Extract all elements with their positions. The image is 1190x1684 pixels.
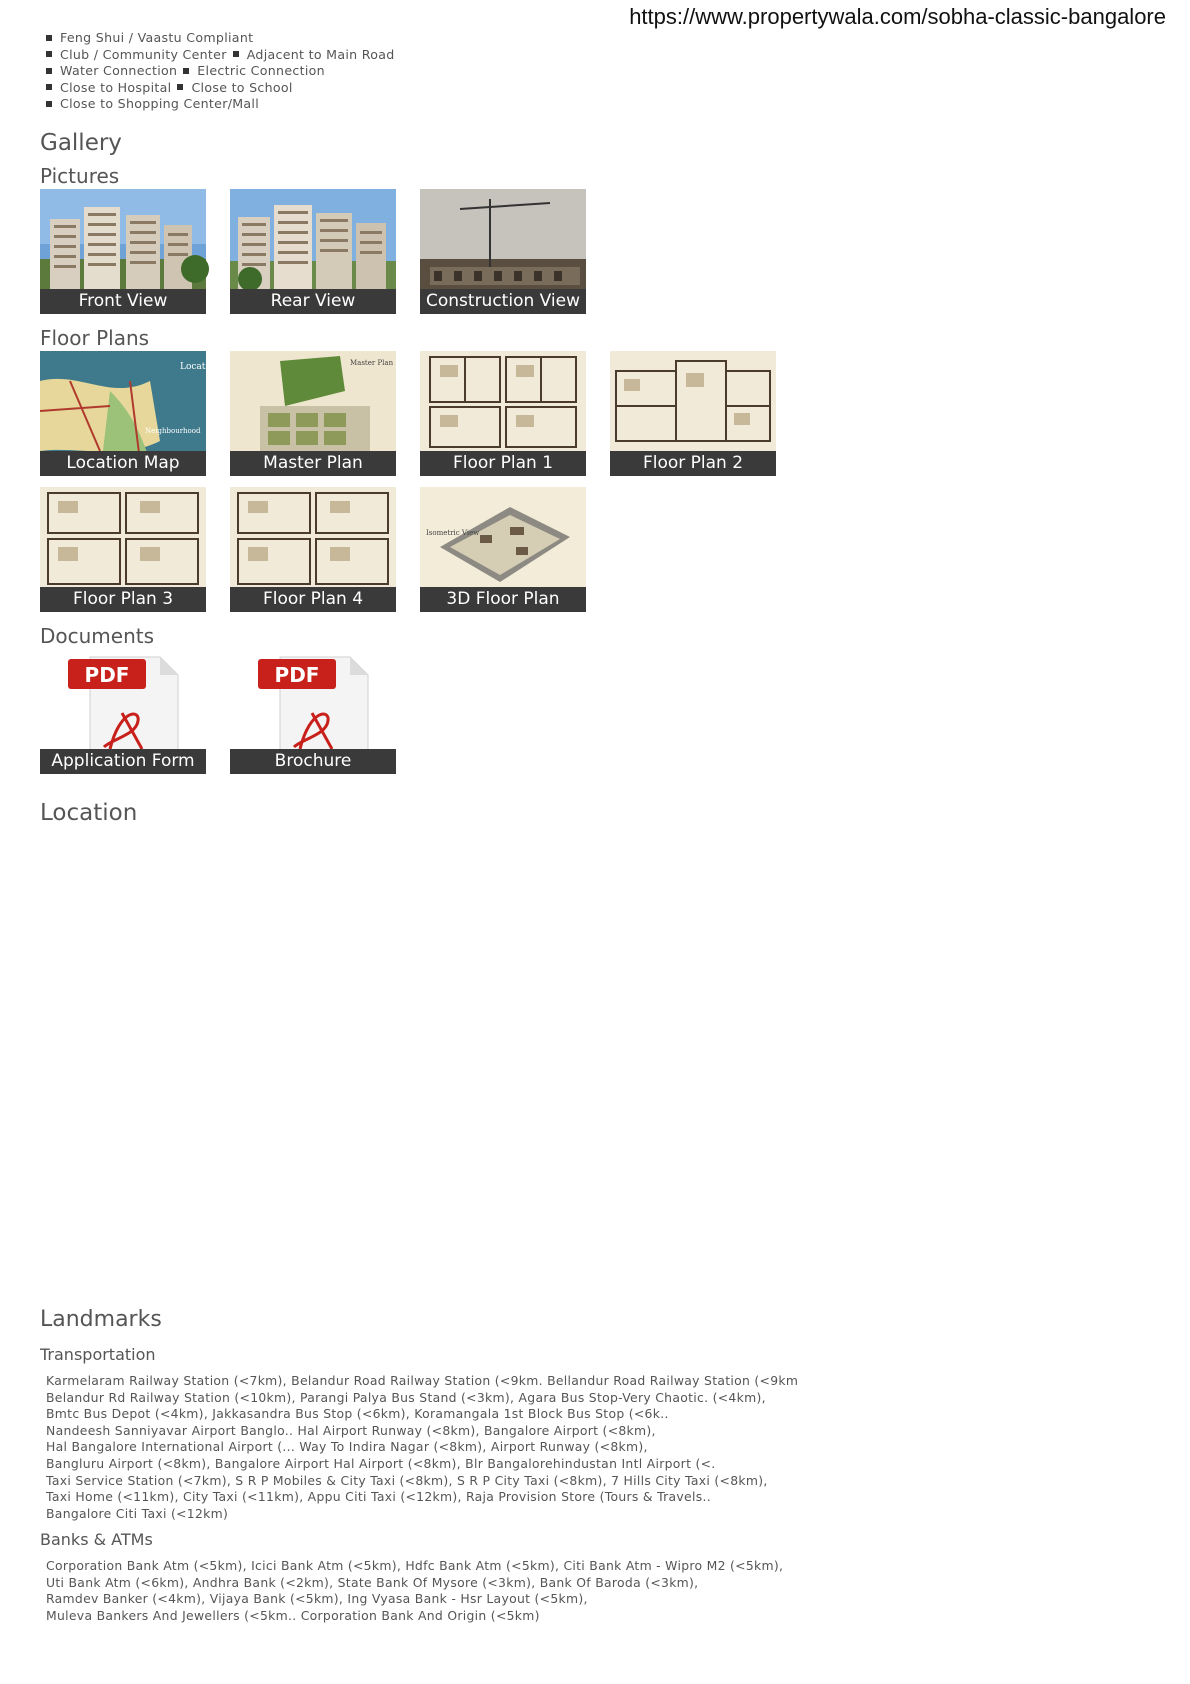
isometric-label-text: Isometric View — [426, 529, 480, 537]
application-form-tile[interactable] — [40, 649, 206, 774]
transportation-list — [46, 1373, 798, 1522]
landmark-line: Karmelaram Railway Station (<7km), Belandur Road Railway Station (<9km. Bellandur Road Railway Station (<9km — [46, 1373, 799, 1388]
landmark-line: Uti Bank Atm (<6km), Andhra Bank (<2km), State Bank Of Mysore (<3km), Bank Of Baroda (<3km), — [46, 1574, 699, 1590]
tile-caption: Location Map — [40, 451, 206, 476]
amenity-item: Adjacent to Main Road — [246, 46, 395, 62]
landmark-line: Taxi Home (<11km), City Taxi (<11km), Appu Citi Taxi (<12km), Raja Provision Store (Tours & Travels.. — [46, 1489, 711, 1505]
landmark-line: Bmtc Bus Depot (<4km), Jakkasandra Bus Stop (<6km), Koramangala 1st Block Bus Stop (<6k.. — [46, 1406, 669, 1422]
map-neighbourhood-text: Neighbourhood — [145, 427, 201, 435]
amenity-item: Electric Connection — [197, 63, 325, 79]
landmark-line: Bangalore Citi Taxi (<12km) — [46, 1505, 229, 1521]
floor-plan-2-tile[interactable] — [610, 351, 776, 476]
floor-plans-heading: Floor Plans — [40, 326, 150, 350]
pictures-heading: Pictures — [40, 164, 120, 188]
tile-caption: Application Form — [40, 749, 206, 774]
amenities-list — [44, 30, 395, 113]
amenity-item: Close to Hospital — [60, 79, 172, 95]
tile-caption: Floor Plan 3 — [40, 587, 206, 612]
amenity-item: Club / Community Center — [60, 46, 227, 62]
front-view-tile[interactable] — [40, 189, 206, 314]
amenity-item: Close to School — [191, 79, 293, 95]
amenity-item: Water Connection — [60, 63, 178, 79]
tile-caption: Construction View — [420, 289, 586, 314]
amenity-row — [44, 30, 395, 47]
location-heading: Location — [40, 800, 138, 826]
pdf-badge-text: PDF — [84, 663, 130, 687]
location-map-tile[interactable] — [40, 351, 220, 476]
location-map-area[interactable] — [40, 840, 780, 1300]
gallery-heading: Gallery — [40, 130, 122, 156]
landmark-line: Bangluru Airport (<8km), Bangalore Airport Hal Airport (<8km), Blr Bangalorehindustan Intl Airport (<. — [46, 1455, 716, 1471]
landmarks-heading: Landmarks — [40, 1307, 162, 1332]
tile-caption: Front View — [40, 289, 206, 314]
tile-caption: Brochure — [230, 749, 396, 774]
amenity-row — [44, 47, 395, 64]
tile-caption: Floor Plan 2 — [610, 451, 776, 476]
transportation-heading: Transportation — [40, 1345, 156, 1364]
landmark-line: Nandeesh Sanniyavar Airport Banglo.. Hal Airport Runway (<8km), Bangalore Airport (<8km), — [46, 1422, 656, 1438]
construction-view-tile[interactable] — [420, 189, 586, 314]
tile-caption: Floor Plan 4 — [230, 587, 396, 612]
tile-caption: Master Plan — [230, 451, 396, 476]
master-plan-tile[interactable] — [230, 351, 396, 476]
landmark-line: Muleva Bankers And Jewellers (<5km.. Corporation Bank And Origin (<5km) — [46, 1607, 540, 1623]
banks-heading: Banks & ATMs — [40, 1530, 153, 1549]
3d-floor-plan-tile[interactable] — [420, 487, 586, 612]
banks-list — [46, 1558, 783, 1624]
amenity-row — [44, 96, 395, 113]
landmark-line: Taxi Service Station (<7km), S R P Mobiles & City Taxi (<8km), S R P City Taxi (<8km), 7 Hills City Taxi (<8km), — [46, 1472, 768, 1488]
floor-plan-1-tile[interactable] — [420, 351, 586, 476]
landmark-line: Hal Bangalore International Airport (... Way To Indira Nagar (<8km), Airport Runway (<8km), — [46, 1439, 648, 1455]
floor-plan-4-tile[interactable] — [230, 487, 396, 612]
landmark-line: Corporation Bank Atm (<5km), Icici Bank Atm (<5km), Hdfc Bank Atm (<5km), Citi Bank Atm - Wipro M2 (<5km), — [46, 1558, 784, 1573]
tile-caption: Floor Plan 1 — [420, 451, 586, 476]
tile-caption: 3D Floor Plan — [420, 587, 586, 612]
rear-view-tile[interactable] — [230, 189, 396, 314]
landmark-line: Ramdev Banker (<4km), Vijaya Bank (<5km), Ing Vyasa Bank - Hsr Layout (<5km), — [46, 1591, 588, 1607]
pdf-badge-text: PDF — [274, 663, 320, 687]
page-url: https://www.propertywala.com/sobha-classic-bangalore — [629, 4, 1166, 29]
documents-heading: Documents — [40, 624, 155, 648]
tile-caption: Rear View — [230, 289, 396, 314]
floor-plan-3-tile[interactable] — [40, 487, 206, 612]
amenity-row — [44, 63, 395, 80]
map-title-text: Location — [180, 362, 220, 372]
amenity-row — [44, 80, 395, 97]
brochure-tile[interactable] — [230, 649, 396, 774]
amenity-item: Feng Shui / Vaastu Compliant — [60, 30, 254, 45]
amenity-item: Close to Shopping Center/Mall — [60, 96, 260, 112]
master-plan-label-text: Master Plan — [350, 359, 394, 367]
landmark-line: Belandur Rd Railway Station (<10km), Parangi Palya Bus Stand (<3km), Agara Bus Stop-Very Chaotic. (<4km), — [46, 1389, 766, 1405]
